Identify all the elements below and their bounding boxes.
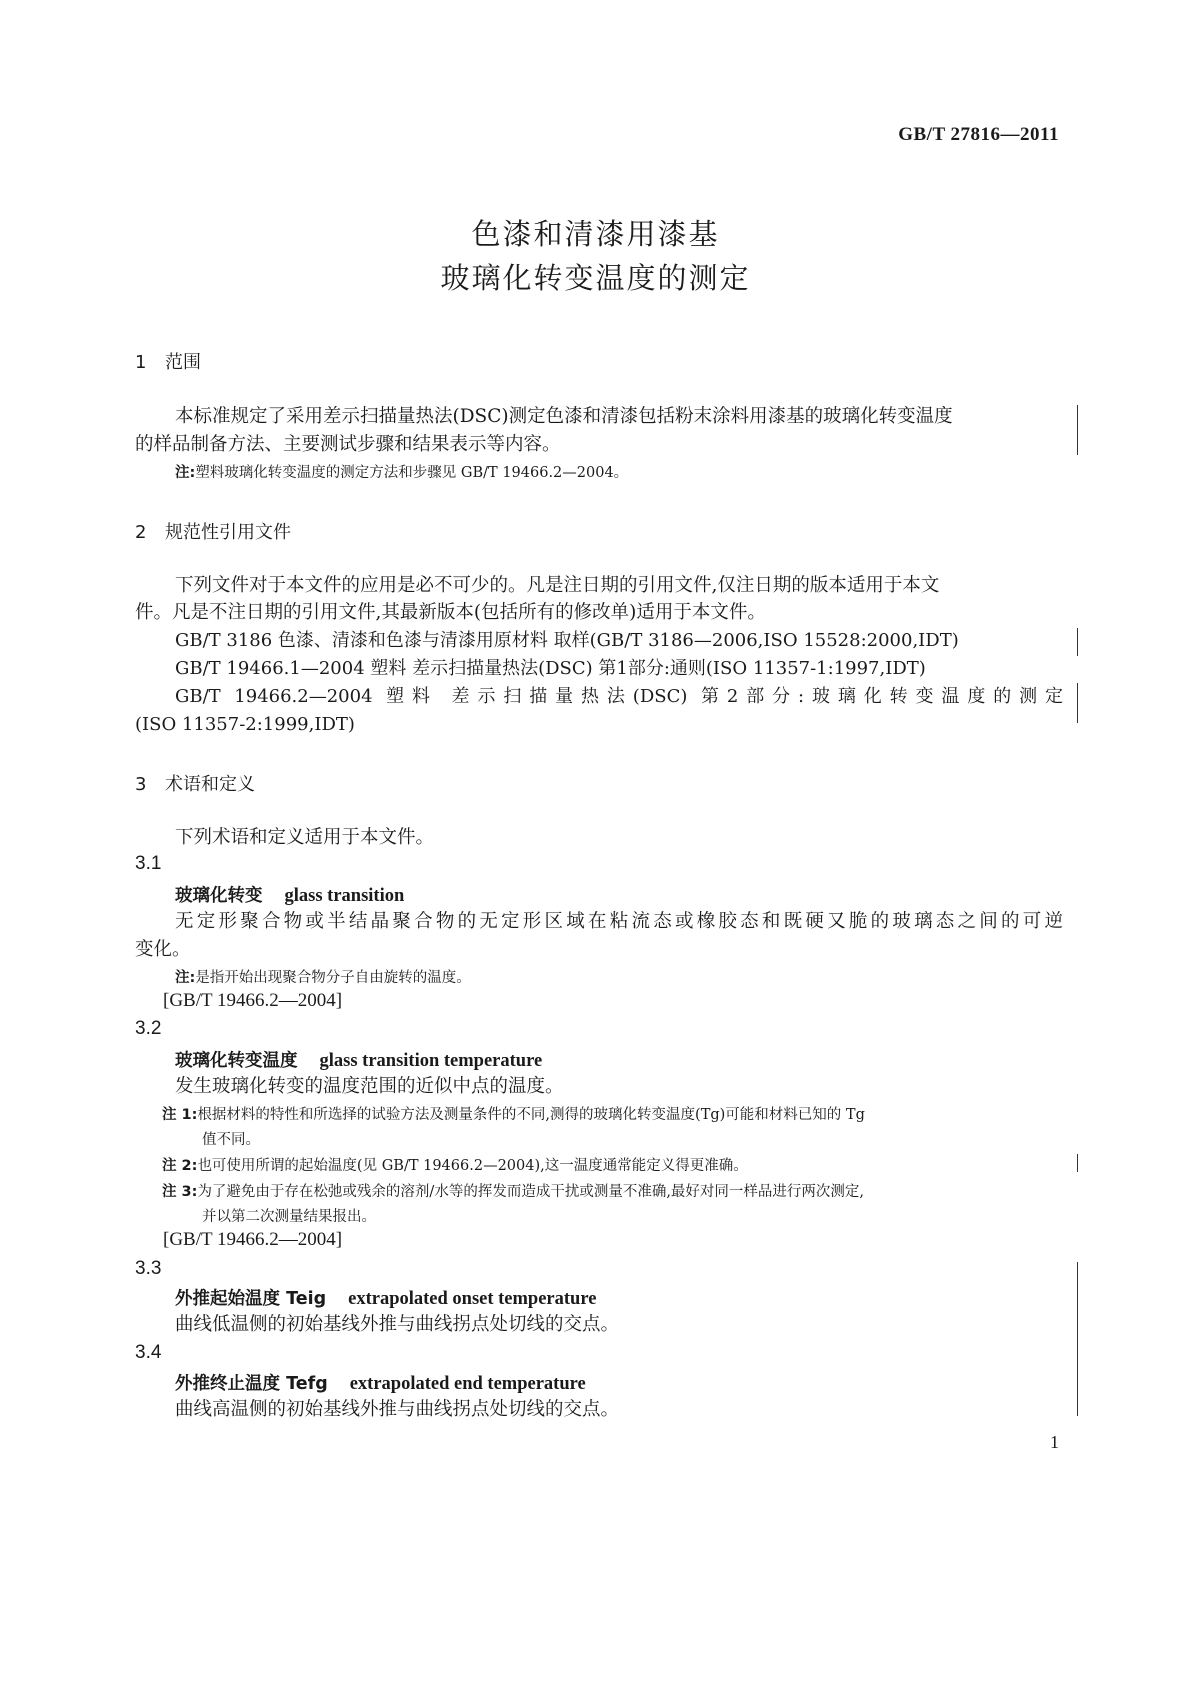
note [162,1154,748,1175]
note-label: 注 1: [162,1107,198,1123]
term-chinese: 外推终止温度 Tefg [175,1374,328,1394]
term-chinese: 外推起始温度 Teig [175,1289,327,1309]
clause-number: 3.1 [135,853,162,874]
normative-reference-continued: (ISO 11357-2:1999,IDT) [135,714,355,735]
note-text: 为了避免由于存在松弛或残余的溶剂/水等的挥发而造成干扰或测量不准确,最好对同一样品进行两次测定, [197,1184,865,1200]
note-label: 注: [175,465,196,481]
paragraph-line: 下列术语和定义适用于本文件。 [175,827,435,848]
term-chinese: 玻璃化转变 [175,886,263,906]
definition-line: 曲线低温侧的初始基线外推与曲线拐点处切线的交点。 [175,1314,620,1335]
clause-number: 3.3 [135,1258,162,1279]
section-3-heading [135,770,255,796]
section-number: 3 [135,774,147,795]
note-text: 根据材料的特性和所选择的试验方法及测量条件的不同,测得的玻璃化转变温度(Tg)可能和材料已知的 Tg [197,1107,865,1123]
definition-line: 曲线高温侧的初始基线外推与曲线拐点处切线的交点。 [175,1399,620,1420]
note-label: 注 2: [162,1158,198,1174]
title-line-2: 玻璃化转变温度的测定 [440,261,751,295]
paragraph-line: 本标准规定了采用差示扫描量热法(DSC)测定色漆和清漆包括粉末涂料用漆基的玻璃化转变温度 [175,406,953,427]
paragraph-line: 的样品制备方法、主要测试步骤和结果表示等内容。 [135,434,561,455]
note-continued: 值不同。 [202,1132,260,1148]
note-label: 注: [175,970,196,986]
change-bar [1077,628,1078,656]
term-english: extrapolated end temperature [349,1374,586,1394]
definition-line: 发生玻璃化转变的温度范围的近似中点的温度。 [175,1076,564,1097]
section-1-heading [135,348,201,374]
normative-reference: GB/T 19466.1—2004 塑料 差示扫描量热法(DSC) 第1部分:通则(ISO 11357-1:1997,IDT) [175,658,926,679]
note-text: 也可使用所谓的起始温度(见 GB/T 19466.2—2004),这一温度通常能定义得更准确。 [197,1158,748,1174]
term-entry [175,1047,542,1072]
section-number: 2 [135,522,147,543]
term-entry [175,1285,596,1310]
section-title: 术语和定义 [165,774,255,795]
standard-number: GB/T 27816—2011 [898,124,1059,145]
term-english: glass transition temperature [319,1051,543,1071]
note [175,461,628,482]
clause-number: 3.2 [135,1018,162,1039]
term-english: extrapolated onset temperature [348,1289,597,1309]
note-text: 是指开始出现聚合物分子自由旋转的温度。 [195,970,471,986]
definition-line: 无定形聚合物或半结晶聚合物的无定形区域在粘流态或橡胶态和既硬又脆的玻璃态之间的可逆 [175,911,1063,932]
normative-reference: GB/T 3186 色漆、清漆和色漆与清漆用原材料 取样(GB/T 3186—2006,ISO 15528:2000,IDT) [175,630,959,651]
change-bar [1077,1262,1078,1416]
change-bar [1077,405,1078,455]
paragraph-line: 下列文件对于本文件的应用是必不可少的。凡是注日期的引用文件,仅注日期的版本适用于本文 [175,575,940,596]
note-label: 注 3: [162,1184,198,1200]
paragraph-line: 件。凡是不注日期的引用文件,其最新版本(包括所有的修改单)适用于本文件。 [135,602,766,623]
normative-reference: GB/T 19466.2—2004 塑料 差示扫描量热法(DSC) 第2部分:玻璃化转变温度的测定 [175,686,1063,707]
section-title: 范围 [165,352,201,373]
title-line-1: 色漆和清漆用漆基 [471,217,720,251]
term-english: glass transition [284,886,405,906]
source-reference: [GB/T 19466.2—2004] [163,990,343,1011]
term-chinese: 玻璃化转变温度 [175,1051,298,1071]
term-entry [175,882,404,907]
note [162,1103,865,1124]
section-2-heading [135,518,291,544]
note-text: 塑料玻璃化转变温度的测定方法和步骤见 GB/T 19466.2—2004。 [195,465,629,481]
source-reference: [GB/T 19466.2—2004] [163,1229,343,1250]
section-title: 规范性引用文件 [165,522,291,543]
note-continued: 并以第二次测量结果报出。 [202,1209,376,1225]
note [162,1180,864,1201]
term-entry [175,1370,586,1395]
note [175,966,471,987]
page-number: 1 [1050,1432,1059,1452]
definition-line: 变化。 [135,939,191,960]
change-bar [1077,683,1078,723]
section-number: 1 [135,352,147,373]
clause-number: 3.4 [135,1342,162,1363]
change-bar [1077,1154,1078,1172]
